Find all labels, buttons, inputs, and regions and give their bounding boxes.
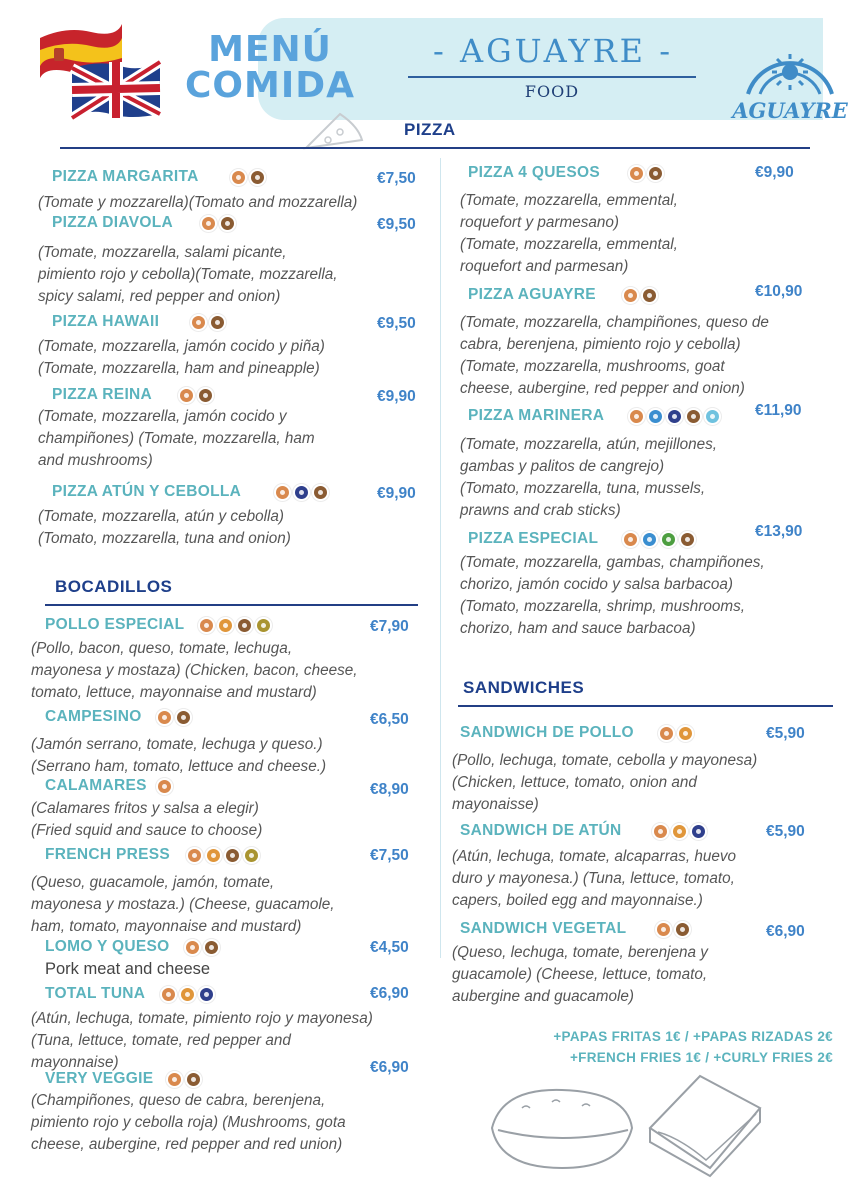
- shellfish-allergen-icon: [641, 531, 658, 548]
- menu-item-description: (Tomate, mozzarella, champiñones, queso de: [460, 314, 769, 331]
- allergen-icons: [658, 725, 694, 742]
- menu-item-price: €6,90: [370, 1059, 409, 1076]
- gluten-allergen-icon: [274, 484, 291, 501]
- allergen-icons: [184, 939, 220, 956]
- menu-item-price: €5,90: [766, 823, 805, 840]
- gluten-allergen-icon: [230, 169, 247, 186]
- gluten-allergen-icon: [190, 314, 207, 331]
- menu-item-price: €9,50: [377, 315, 416, 332]
- gluten-allergen-icon: [184, 939, 201, 956]
- mustard-allergen-icon: [243, 847, 260, 864]
- gluten-allergen-icon: [178, 387, 195, 404]
- logo-text: AGUAYRE: [732, 98, 848, 123]
- menu-item-description: roquefort y parmesano): [460, 214, 619, 231]
- menu-item-price: €10,90: [755, 283, 803, 300]
- allergen-icons: [200, 215, 236, 232]
- menu-item-description: (Tomate, mozzarella, atún, mejillones,: [460, 436, 718, 453]
- menu-item-description: pimiento rojo y cebolla)(Tomate, mozzarella,: [38, 266, 338, 283]
- menu-item-price: €13,90: [755, 523, 803, 540]
- dairy-allergen-icon: [185, 1071, 202, 1088]
- menu-item-description: roquefort and parmesan): [460, 258, 629, 275]
- dairy-allergen-icon: [312, 484, 329, 501]
- allergen-icons: [230, 169, 266, 186]
- menu-item-price: €6,50: [370, 711, 409, 728]
- menu-item-description: cheese, aubergine, red pepper and onion): [460, 380, 745, 397]
- menu-item-description: (Tomate, mozzarella, jamón cocido y: [38, 408, 287, 425]
- fish-allergen-icon: [690, 823, 707, 840]
- menu-item-price: €7,50: [370, 847, 409, 864]
- sandwich-drawing-icon: [482, 1068, 642, 1178]
- menu-item-description: mayonaisse): [452, 796, 539, 813]
- allergen-icons: [198, 617, 272, 634]
- side-extras-line: +FRENCH FRIES 1€ / +CURLY FRIES 2€: [569, 1050, 833, 1065]
- dairy-allergen-icon: [224, 847, 241, 864]
- gluten-allergen-icon: [160, 986, 177, 1003]
- menu-item-description: mayonesa y mostaza) (Chicken, bacon, cheese,: [31, 662, 358, 679]
- menu-item-price: €6,90: [766, 923, 805, 940]
- menu-title: [170, 29, 370, 106]
- menu-item-name: LOMO Y QUESO: [45, 938, 170, 955]
- gluten-allergen-icon: [622, 287, 639, 304]
- allergen-icons: [622, 287, 658, 304]
- fish-allergen-icon: [666, 408, 683, 425]
- menu-item-name: SANDWICH VEGETAL: [460, 920, 627, 937]
- allergen-icons: [186, 847, 260, 864]
- allergen-icons: [160, 986, 215, 1003]
- pizza-slice-icon: [300, 108, 366, 158]
- allergen-icons: [622, 531, 696, 548]
- shellfish-allergen-icon: [647, 408, 664, 425]
- gluten-allergen-icon: [156, 709, 173, 726]
- menu-item-name: PIZZA DIAVOLA: [52, 214, 174, 231]
- menu-item-description: (Tomate, mozzarella, ham and pineapple): [38, 360, 320, 377]
- menu-item-description: guacamole) (Cheese, lettuce, tomato,: [452, 966, 708, 983]
- menu-item-description: (Tomate, mozzarella, emmental,: [460, 192, 678, 209]
- egg-allergen-icon: [205, 847, 222, 864]
- section-title-bocadillos: BOCADILLOS: [55, 577, 173, 596]
- gluten-allergen-icon: [622, 531, 639, 548]
- menu-item-description: chorizo, ham and sauce barbacoa): [460, 620, 696, 637]
- bocadillos-section-line: [45, 604, 418, 606]
- menu-item-description: (Chicken, lettuce, tomato, onion and: [452, 774, 697, 791]
- menu-item-description: and mushrooms): [38, 452, 153, 469]
- menu-item-description: (Atún, lechuga, tomate, pimiento rojo y mayonesa): [31, 1010, 373, 1027]
- menu-item-name: PIZZA AGUAYRE: [468, 286, 596, 303]
- side-extras-line: +PAPAS FRITAS 1€ / +PAPAS RIZADAS 2€: [553, 1029, 833, 1044]
- allergen-icons: [628, 165, 664, 182]
- menu-item-name: PIZZA 4 QUESOS: [468, 164, 600, 181]
- dairy-allergen-icon: [203, 939, 220, 956]
- menu-item-price: €9,90: [377, 485, 416, 502]
- menu-item-description: (Tomato, mozzarella, shrimp, mushrooms,: [460, 598, 746, 615]
- menu-item-description: (Champiñones, queso de cabra, berenjena,: [31, 1092, 326, 1109]
- menu-item-name: POLLO ESPECIAL: [45, 616, 185, 633]
- sun-logo-icon: [740, 26, 840, 102]
- celery-allergen-icon: [660, 531, 677, 548]
- dairy-allergen-icon: [679, 531, 696, 548]
- menu-item-description: (Calamares fritos y salsa a elegir): [31, 800, 259, 817]
- menu-item-description: (Tomato, mozzarella, tuna and onion): [38, 530, 291, 547]
- dairy-allergen-icon: [219, 215, 236, 232]
- menu-item-name: TOTAL TUNA: [45, 985, 146, 1002]
- menu-item-description: (Tomate, mozzarella, mushrooms, goat: [460, 358, 725, 375]
- menu-item-description: (Atún, lechuga, tomate, alcaparras, huevo: [452, 848, 737, 865]
- menu-item-price: €4,50: [370, 939, 409, 956]
- menu-item-price: €9,50: [377, 216, 416, 233]
- menu-item-description: pimiento rojo y cebolla roja) (Mushrooms, gota: [31, 1114, 346, 1131]
- allergen-icons: [655, 921, 691, 938]
- dairy-allergen-icon: [197, 387, 214, 404]
- menu-item-description: duro y mayonesa.) (Tuna, lettuce, tomato,: [452, 870, 735, 887]
- menu-title-line1: MENÚ: [208, 29, 332, 70]
- allergen-icons: [190, 314, 226, 331]
- dairy-allergen-icon: [685, 408, 702, 425]
- gluten-allergen-icon: [652, 823, 669, 840]
- menu-item-name: PIZZA ESPECIAL: [468, 530, 599, 547]
- menu-item-name: SANDWICH DE POLLO: [460, 724, 634, 741]
- menu-item-price: €7,90: [370, 618, 409, 635]
- gluten-allergen-icon: [198, 617, 215, 634]
- menu-item-name: VERY VEGGIE: [45, 1070, 154, 1087]
- gluten-allergen-icon: [658, 725, 675, 742]
- menu-item-price: €5,90: [766, 725, 805, 742]
- pizza-section-line: [60, 147, 810, 149]
- column-divider: [440, 158, 441, 958]
- menu-item-description: capers, boiled egg and mayonnaise.): [452, 892, 703, 909]
- menu-item-name: PIZZA MARINERA: [468, 407, 605, 424]
- sandwiches-section-line: [458, 705, 833, 707]
- menu-item-name: PIZZA MARGARITA: [52, 168, 199, 185]
- menu-item-description: champiñones) (Tomate, mozzarella, ham: [38, 430, 315, 447]
- dairy-allergen-icon: [641, 287, 658, 304]
- menu-item-description: (Tomate, mozzarella, gambas, champiñones,: [460, 554, 765, 571]
- menu-item-description: cabra, berenjena, pimiento rojo y cebolla): [460, 336, 741, 353]
- menu-item-name: CALAMARES: [45, 777, 147, 794]
- fish-allergen-icon: [198, 986, 215, 1003]
- gluten-allergen-icon: [166, 1071, 183, 1088]
- dairy-allergen-icon: [175, 709, 192, 726]
- menu-item-description: (Tomate, mozzarella, emmental,: [460, 236, 678, 253]
- menu-item-description: (Pollo, bacon, queso, tomate, lechuga,: [31, 640, 293, 657]
- menu-item-description: (Jamón serrano, tomate, lechuga y queso.): [31, 736, 323, 753]
- restaurant-underline: [408, 76, 696, 78]
- menu-item-description: spicy salami, red pepper and onion): [38, 288, 281, 305]
- dairy-allergen-icon: [674, 921, 691, 938]
- menu-item-description: (Tomate, mozzarella, jamón cocido y piña): [38, 338, 325, 355]
- menu-item-name: PIZZA REINA: [52, 386, 153, 403]
- menu-item-price: €9,90: [377, 388, 416, 405]
- fish-allergen-icon: [293, 484, 310, 501]
- toast-sandwich-drawing-icon: [640, 1068, 775, 1178]
- egg-allergen-icon: [179, 986, 196, 1003]
- section-title-pizza: PIZZA: [404, 120, 456, 139]
- restaurant-name: - AGUAYRE -: [432, 32, 673, 70]
- egg-allergen-icon: [217, 617, 234, 634]
- allergen-icons: [178, 387, 214, 404]
- menu-item-description: (Queso, guacamole, jamón, tomate,: [31, 874, 275, 891]
- menu-item-description: mayonesa y mostaza.) (Cheese, guacamole,: [31, 896, 335, 913]
- uk-flag-icon: [70, 58, 162, 122]
- menu-item-description: (Tomato, mozzarella, tuna, mussels,: [460, 480, 706, 497]
- menu-title-line2: COMIDA: [185, 65, 355, 106]
- menu-item-description: chorizo, jamón cocido y salsa barbacoa): [460, 576, 733, 593]
- menu-item-description: tomato, lettuce, mayonnaise and mustard): [31, 684, 317, 701]
- menu-item-description: (Pollo, lechuga, tomate, cebolla y mayonesa): [452, 752, 758, 769]
- menu-item-description: (Serrano ham, tomato, lettuce and cheese.): [31, 758, 327, 775]
- menu-item-description: aubergine and guacamole): [452, 988, 634, 1005]
- menu-item-description: (Queso, lechuga, tomate, berenjena y: [452, 944, 708, 961]
- menu-item-name: SANDWICH DE ATÚN: [460, 822, 622, 839]
- gluten-allergen-icon: [628, 165, 645, 182]
- gluten-allergen-icon: [628, 408, 645, 425]
- menu-item-description: gambas y palitos de cangrejo): [460, 458, 665, 475]
- menu-item-name: PIZZA ATÚN Y CEBOLLA: [52, 483, 242, 500]
- allergen-icons: [156, 709, 192, 726]
- menu-item-description: ham, tomato, mayonnaise and mustard): [31, 918, 302, 935]
- menu-item-description: Pork meat and cheese: [45, 960, 211, 978]
- dairy-allergen-icon: [236, 617, 253, 634]
- menu-item-description: (Fried squid and sauce to choose): [31, 822, 263, 839]
- menu-item-description: cheese, aubergine, red pepper and red union): [31, 1136, 343, 1153]
- menu-item-description: (Tuna, lettuce, tomate, red pepper and: [31, 1032, 291, 1049]
- gluten-allergen-icon: [200, 215, 217, 232]
- restaurant-subtitle: FOOD: [524, 82, 580, 101]
- allergen-icons: [156, 778, 173, 795]
- dairy-allergen-icon: [249, 169, 266, 186]
- gluten-allergen-icon: [156, 778, 173, 795]
- menu-item-name: CAMPESINO: [45, 708, 142, 725]
- egg-allergen-icon: [677, 725, 694, 742]
- menu-item-name: PIZZA HAWAII: [52, 313, 160, 330]
- section-title-sandwiches: SANDWICHES: [463, 678, 585, 697]
- menu-item-price: €7,50: [377, 170, 416, 187]
- mollusc-allergen-icon: [704, 408, 721, 425]
- allergen-icons: [652, 823, 707, 840]
- menu-item-description: (Tomate, mozzarella, atún y cebolla): [38, 508, 284, 525]
- menu-item-price: €11,90: [755, 402, 802, 419]
- allergen-icons: [166, 1071, 202, 1088]
- egg-allergen-icon: [671, 823, 688, 840]
- menu-item-description: (Tomate y mozzarella)(Tomato and mozzarella): [38, 194, 358, 211]
- allergen-icons: [274, 484, 329, 501]
- allergen-icons: [628, 408, 721, 425]
- mustard-allergen-icon: [255, 617, 272, 634]
- gluten-allergen-icon: [655, 921, 672, 938]
- menu-item-description: mayonnaise): [31, 1054, 119, 1071]
- gluten-allergen-icon: [186, 847, 203, 864]
- menu-item-description: (Tomate, mozzarella, salami picante,: [38, 244, 287, 261]
- menu-item-description: prawns and crab sticks): [460, 502, 621, 519]
- dairy-allergen-icon: [647, 165, 664, 182]
- menu-item-price: €6,90: [370, 985, 409, 1002]
- menu-item-name: FRENCH PRESS: [45, 846, 171, 863]
- dairy-allergen-icon: [209, 314, 226, 331]
- menu-item-price: €8,90: [370, 781, 409, 798]
- menu-item-price: €9,90: [755, 164, 794, 181]
